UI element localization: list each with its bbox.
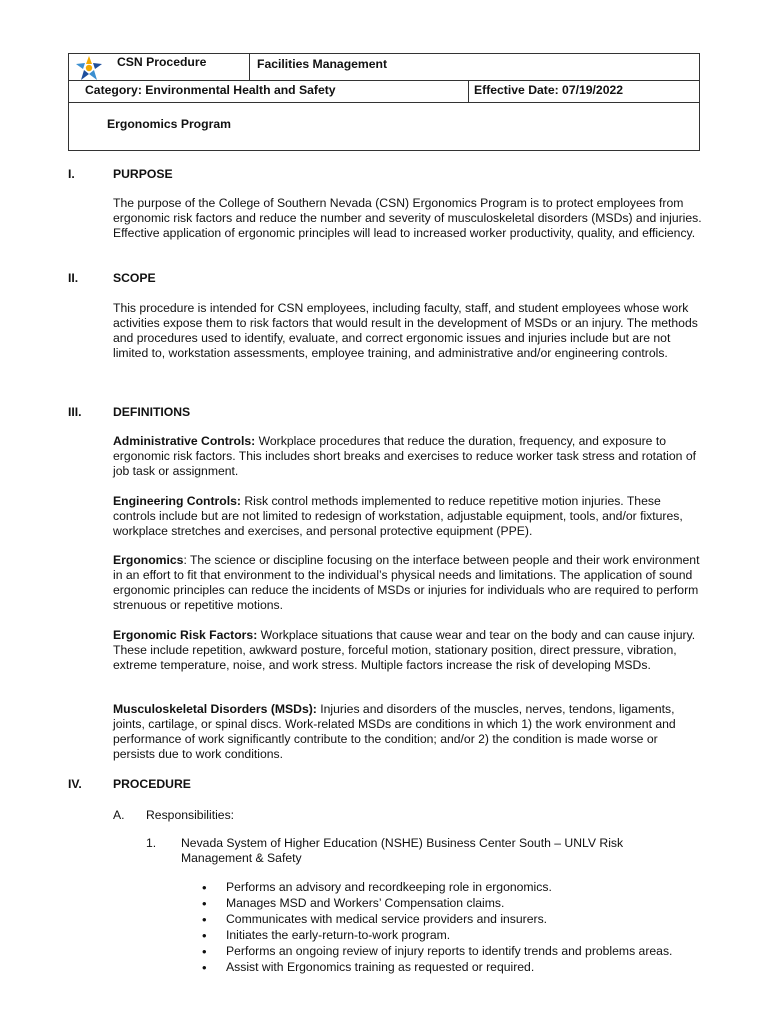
bullet-icon: • — [202, 912, 207, 927]
procedure-label: CSN Procedure — [117, 55, 207, 69]
bullet-icon: • — [202, 960, 207, 975]
list-item-text: Assist with Ergonomics training as requested or required. — [226, 960, 535, 974]
list-item-text: Performs an ongoing review of injury reports to identify trends and problems areas. — [226, 944, 673, 958]
section-title-scope: SCOPE — [113, 271, 156, 285]
definition-engineering-controls — [113, 494, 703, 539]
definition-text: Risk control methods implemented to reduce repetitive motion injuries. These controls include but are not limited to redesign of workstation, adjustable equipment, tools, and/or fixtures, workplace stretches and exercises, and personal protective equipment (PPE). — [113, 494, 683, 538]
definition-text: Workplace situations that cause wear and tear on the body and can cause injury. These include repetition, awkward posture, forceful motion, stationary position, direct pressure, vibration, extreme temperature, noise, and work stress. Multiple factors increase the risk of developing MSDs. — [113, 628, 696, 672]
definition-ergonomic-risk-factors — [113, 628, 703, 673]
list-item-text: Initiates the early-return-to-work program. — [226, 928, 451, 942]
bullet-icon: • — [202, 896, 207, 911]
scope-paragraph: This procedure is intended for CSN employees, including faculty, staff, and student employees whose work activities expose them to risk factors that would result in the development of MSDs or an injury. The methods and procedures used to identify, evaluate, and correct ergonomic issues and injuries include but are not limited to, workstation assessments, employee training, and administrative and/or engineering controls. — [113, 301, 698, 360]
bullet-icon: • — [202, 944, 207, 959]
table-divider — [249, 54, 250, 81]
section-title-purpose: PURPOSE — [113, 167, 173, 181]
responsibilities-list — [200, 880, 672, 976]
table-divider — [69, 80, 699, 81]
list-item — [200, 944, 672, 960]
definition-musculoskeletal-disorders — [113, 702, 703, 762]
list-item — [200, 928, 672, 944]
category-label: Category: Environmental Health and Safety — [85, 83, 336, 97]
bullet-icon: • — [202, 928, 207, 943]
document-header-table — [68, 53, 700, 151]
item-title: Nevada System of Higher Education (NSHE) Business Center South – UNLV Risk Management & Safety — [181, 836, 624, 865]
list-item-text: Communicates with medical service providers and insurers. — [226, 912, 548, 926]
section-number: IV. — [68, 777, 82, 791]
list-item-text: Manages MSD and Workers’ Compensation claims. — [226, 896, 505, 910]
effective-date: Effective Date: 07/19/2022 — [474, 83, 624, 97]
definition-term: Engineering Controls: — [113, 494, 241, 508]
csn-star-logo-icon — [75, 55, 103, 81]
definition-administrative-controls — [113, 434, 703, 479]
purpose-paragraph: The purpose of the College of Southern Nevada (CSN) Ergonomics Program is to protect employees from ergonomic risk factors and reduce the number and severity of musculoskeletal disorders (MSDs) and injuries. Effective application of ergonomic principles will lead to increased worker productivity, quality, and efficiency. — [113, 196, 702, 240]
definition-term: Musculoskeletal Disorders (MSDs): — [113, 702, 317, 716]
table-divider — [468, 81, 469, 103]
list-item — [200, 880, 672, 896]
list-item — [200, 960, 672, 976]
department-label: Facilities Management — [257, 57, 388, 71]
definition-ergonomics — [113, 553, 703, 613]
definition-term: Administrative Controls: — [113, 434, 256, 448]
bullet-icon: • — [202, 880, 207, 895]
list-item — [200, 912, 672, 928]
definition-term: Ergonomic Risk Factors: — [113, 628, 258, 642]
section-number: III. — [68, 405, 82, 419]
section-title-procedure: PROCEDURE — [113, 777, 191, 791]
definition-text: Injuries and disorders of the muscles, nerves, tendons, ligaments, joints, cartilage, or spinal discs. Work-related MSDs are conditions in which 1) the work environment and performance of work significantly contribute to the condition; and/or 2) the condition is made worse or persists due to work conditions. — [113, 702, 676, 761]
definition-text: : The science or discipline focusing on the interface between people and their work environment in an effort to fit that environment to the individual’s physical needs and limitations. The application of sound ergonomic principles can reduce the incidents of MSDs or injuries for individuals who are required to perform strenuous or repetitive motions. — [113, 553, 700, 612]
subsection-letter: A. — [113, 808, 125, 822]
section-number: I. — [68, 167, 75, 181]
subsection-title: Responsibilities: — [146, 808, 235, 822]
section-title-definitions: DEFINITIONS — [113, 405, 191, 419]
list-item-text: Performs an advisory and recordkeeping role in ergonomics. — [226, 880, 552, 894]
list-item — [200, 896, 672, 912]
item-number: 1. — [146, 836, 157, 850]
document-title: Ergonomics Program — [107, 117, 231, 131]
definition-term: Ergonomics — [113, 553, 184, 567]
definition-text: Workplace procedures that reduce the duration, frequency, and exposure to ergonomic risk factors. This includes short breaks and exercises to reduce worker task stress and rotation of job task or assignment. — [113, 434, 697, 478]
section-number: II. — [68, 271, 79, 285]
table-divider — [69, 102, 699, 103]
